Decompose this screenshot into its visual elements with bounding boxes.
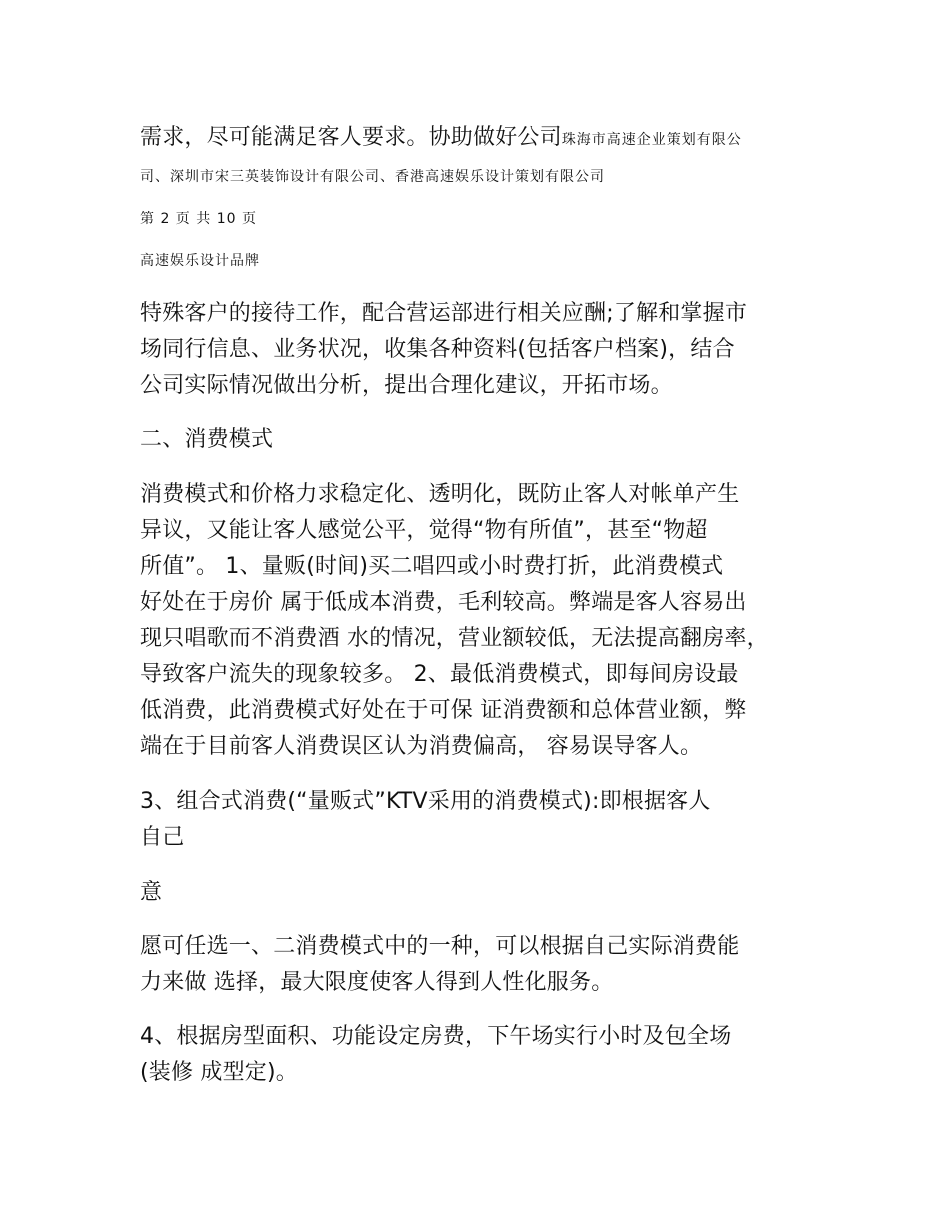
para1-line-3: 公司实际情况做出分析，提出合理化建议，开拓市场。 [140,373,673,398]
section-heading: 二、消费模式 [140,427,274,452]
first-line-company-text: 珠海市高速企业策划有限公 [561,132,742,148]
para2-line-5: 现只唱歌而不消费酒 水的情况，营业额较低，无法提高翻房率， [140,626,769,651]
para2-line-4: 好处在于房价 属于低成本消费，毛利较高。弊端是客人容易出 [140,590,747,615]
para3-line-2: 自己 [140,825,185,850]
para3-line-1: 3、组合式消费(“量贩式”KTV采用的消费模式):即根据客人 [140,789,711,814]
first-line [140,120,742,151]
para1-line-1: 特殊客户的接待工作，配合营运部进行相关应酬;了解和掌握市 [140,301,748,326]
header-company-line: 司、深圳市宋三英装饰设计有限公司、香港高速娱乐设计策划有限公司 [140,169,605,185]
para4-line: 意 [140,880,163,905]
para6-line-1: 4、根据房型面积、功能设定房费，下午场实行小时及包全场 [140,1024,732,1049]
para2-line-3: 所值”。 1、量贩(时间)买二唱四或小时费打折，此消费模式 [140,554,724,579]
first-line-text: 需求，尽可能满足客人要求。协助做好公司 [140,125,562,150]
para6-line-2: (装修 成型定)。 [140,1060,298,1085]
page-number: 第 2 页 共 10 页 [140,211,257,227]
para2-line-2: 异议，又能让客人感觉公平，觉得“物有所值”，甚至“物超 [140,518,708,543]
para2-line-7: 低消费，此消费模式好处在于可保 证消费额和总体营业额，弊 [140,698,747,723]
para2-line-8: 端在于目前客人消费误区认为消费偏高， 容易误导客人。 [140,734,703,759]
brand-line: 高速娱乐设计品牌 [140,253,260,269]
para5-line-2: 力来做 选择，最大限度使客人得到人性化服务。 [140,970,614,995]
para5-line-1: 愿可任选一、二消费模式中的一种，可以根据自己实际消费能 [140,934,740,959]
para2-line-6: 导致客户流失的现象较多。 2、最低消费模式，即每间房设最 [140,662,739,687]
para1-line-2: 场同行信息、业务状况，收集各种资料(包括客户档案)，结合 [140,337,735,362]
para2-line-1: 消费模式和价格力求稳定化、透明化，既防止客人对帐单产生 [140,482,740,507]
